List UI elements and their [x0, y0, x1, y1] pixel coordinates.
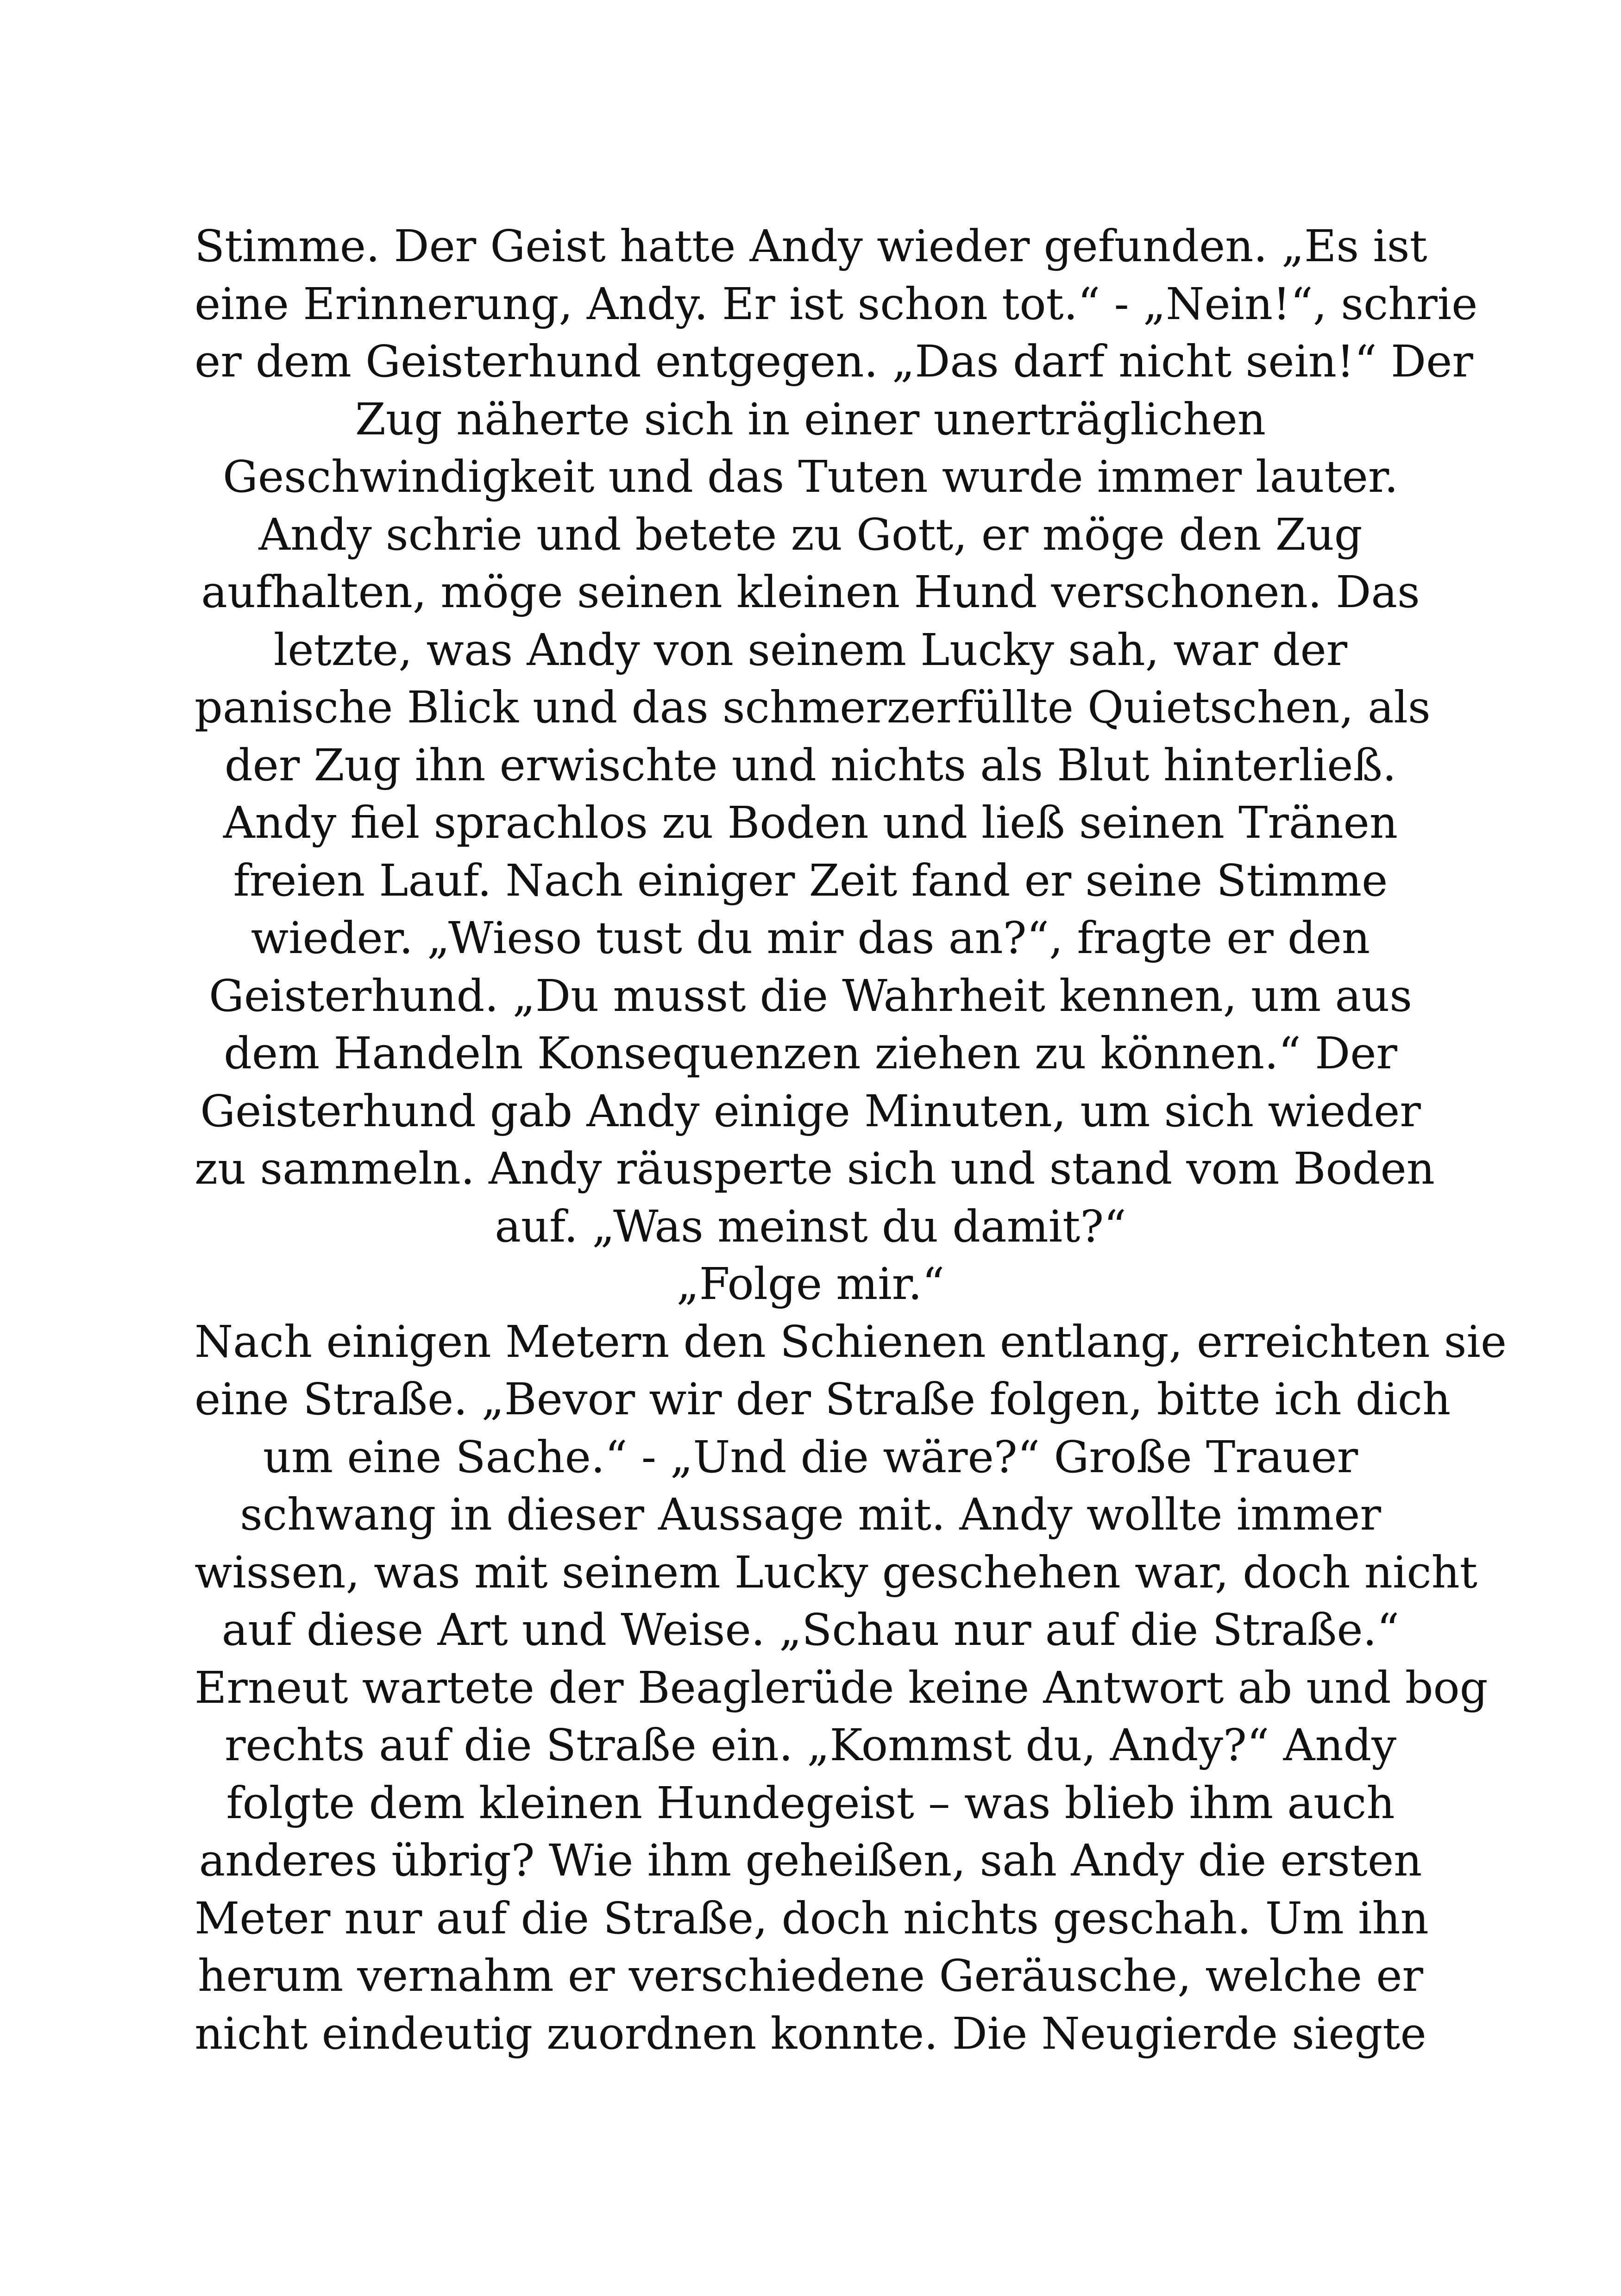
text-line: wissen, was mit seinem Lucky geschehen war, doch nicht	[195, 1547, 1477, 1598]
text-line: nicht eindeutig zuordnen konnte. Die Neugierde siegte	[195, 2008, 1426, 2059]
text-line: herum vernahm er verschiedene Geräusche, welche er	[198, 1951, 1423, 2001]
text-line: der Zug ihn erwischte und nichts als Blut hinterließ.	[224, 740, 1397, 791]
body-text	[195, 218, 1507, 2063]
text-line: Meter nur auf die Straße, doch nichts geschah. Um ihn	[195, 1893, 1429, 1944]
text-line: auf diese Art und Weise. „Schau nur auf die Straße.“	[221, 1605, 1400, 1656]
text-line: Andy schrie und betete zu Gott, er möge den Zug	[258, 509, 1363, 560]
text-line: anderes übrig? Wie ihm geheißen, sah Andy die ersten	[199, 1835, 1422, 1886]
text-line: er dem Geisterhund entgegen. „Das darf nicht sein!“ Der	[195, 336, 1473, 387]
text-line: „Folge mir.“	[676, 1259, 945, 1310]
text-line: folgte dem kleinen Hundegeist – was blieb ihm auch	[226, 1777, 1395, 1829]
text-line: letzte, was Andy von seinem Lucky sah, war der	[273, 624, 1348, 676]
text-line: freien Lauf. Nach einiger Zeit fand er seine Stimme	[233, 855, 1388, 906]
text-line: dem Handeln Konsequenzen ziehen zu können.“ Der	[224, 1028, 1397, 1079]
text-line: auf. „Was meinst du damit?“	[495, 1201, 1126, 1252]
text-line: Geisterhund gab Andy einige Minuten, um sich wieder	[200, 1085, 1421, 1137]
text-line: panische Blick und das schmerzerfüllte Quietschen, als	[195, 682, 1431, 733]
text-line: eine Erinnerung, Andy. Er ist schon tot.“ - „Nein!“, schrie	[195, 278, 1478, 330]
text-line: Nach einigen Metern den Schienen entlang, erreichten sie	[195, 1316, 1507, 1368]
text-line: Geschwindigkeit und das Tuten wurde immer lauter.	[222, 452, 1399, 502]
text-line: um eine Sache.“ - „Und die wäre?“ Große Trauer	[263, 1431, 1358, 1483]
text-line: Geisterhund. „Du musst die Wahrheit kennen, um aus	[208, 970, 1413, 1022]
text-line: zu sammeln. Andy räusperte sich und stand vom Boden	[195, 1143, 1435, 1194]
text-line: Erneut wartete der Beaglerüde keine Antwort ab und bog	[195, 1662, 1488, 1713]
text-line: schwang in dieser Aussage mit. Andy wollte immer	[240, 1489, 1381, 1540]
text-line: Andy fiel sprachlos zu Boden und ließ seinen Tränen	[223, 797, 1398, 848]
text-line: Zug näherte sich in einer unerträglichen	[355, 394, 1266, 445]
text-line: rechts auf die Straße ein. „Kommst du, Andy?“ Andy	[224, 1720, 1397, 1771]
text-line: eine Straße. „Bevor wir der Straße folgen, bitte ich dich	[195, 1374, 1451, 1425]
text-line: wieder. „Wieso tust du mir das an?“, fragte er den	[251, 913, 1370, 964]
text-line: aufhalten, möge seinen kleinen Hund verschonen. Das	[201, 567, 1420, 618]
text-line: Stimme. Der Geist hatte Andy wieder gefunden. „Es ist	[195, 221, 1427, 272]
